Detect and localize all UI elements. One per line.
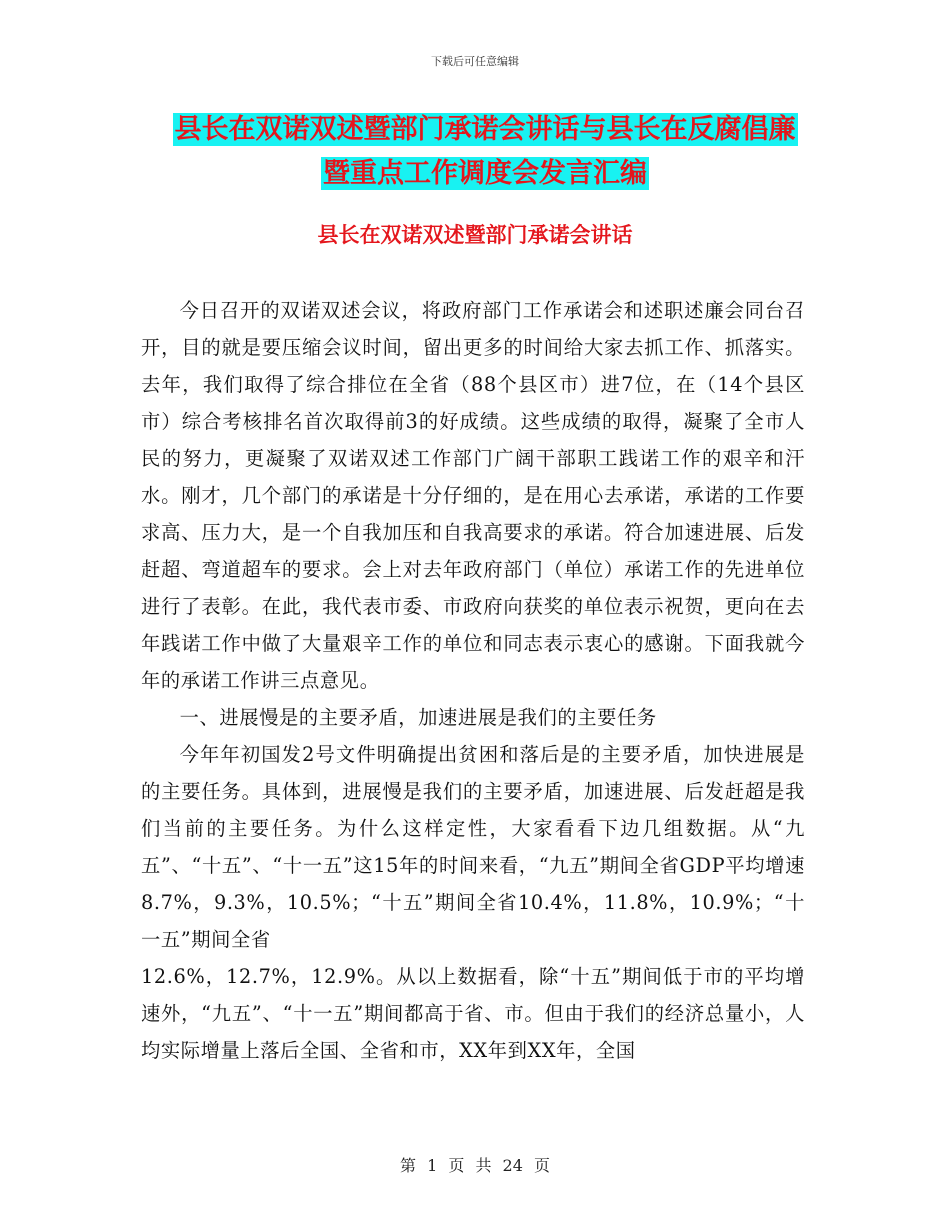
header-note: 下载后可任意编辑 (431, 55, 519, 68)
body-text (141, 292, 805, 1069)
title-line-1: 县长在双诺双述暨部门承诺会讲话与县长在反腐倡廉 (174, 114, 796, 145)
paragraph: 今日召开的双诺双述会议，将政府部门工作承诺会和述职述廉会同台召开，目的就是要压缩会议时间，留出更多的时间给大家去抓工作、抓落实。去年，我们取得了综合排位在全省（88个县区市）进7位，在（14个县区市）综合考核排名首次取得前3的好成绩。这些成绩的取得，凝聚了全市人民的努力，更凝聚了双诺双述工作部门广阔干部职工践诺工作的艰辛和汗水。刚才，几个部门的承诺是十分仔细的，是在用心去承诺，承诺的工作要求高、压力大，是一个自我加压和自我高要求的承诺。符合加速进展、后发赶超、弯道超车的要求。会上对去年政府部门（单位）承诺工作的先进单位进行了表彰。在此，我代表市委、市政府向获奖的单位表示祝贺，更向在去年践诺工作中做了大量艰辛工作的单位和同志表示衷心的感谢。下面我就今年的承诺工作讲三点意见。 (141, 299, 805, 692)
document-title (140, 108, 830, 196)
section-title: 县长在双诺双述暨部门承诺会讲话 (317, 223, 633, 247)
paragraph: 今年年初国发2号文件明确提出贫困和落后是的主要矛盾，加快进展是的主要任务。具体到，进展慢是我们的主要矛盾，加速进展、后发赶超是我们当前的主要任务。为什么这样定性，大家看看下边几组数据。从“九五”、“十五”、“十一五”这15年的时间来看，“九五”期间全省GDP平均增速8.7%，9.3%，10.5%；“十五”期间全省10.4%，11.8%，10.9%；“十一五”期间全省 (141, 743, 805, 951)
page-footer: 第 1 页 共 24 页 (400, 1156, 550, 1175)
paragraph-heading: 一、进展慢是的主要矛盾，加速进展是我们的主要任务 (179, 706, 657, 729)
paragraph-continuation: 12.6%，12.7%，12.9%。从以上数据看，除“十五”期间低于市的平均增速外，“九五”、“十一五”期间都高于省、市。但由于我们的经济总量小，人均实际增量上落后全国、全省和市，XX年到XX年，全国 (141, 965, 805, 1062)
title-line-2: 暨重点工作调度会发言汇编 (323, 158, 647, 189)
